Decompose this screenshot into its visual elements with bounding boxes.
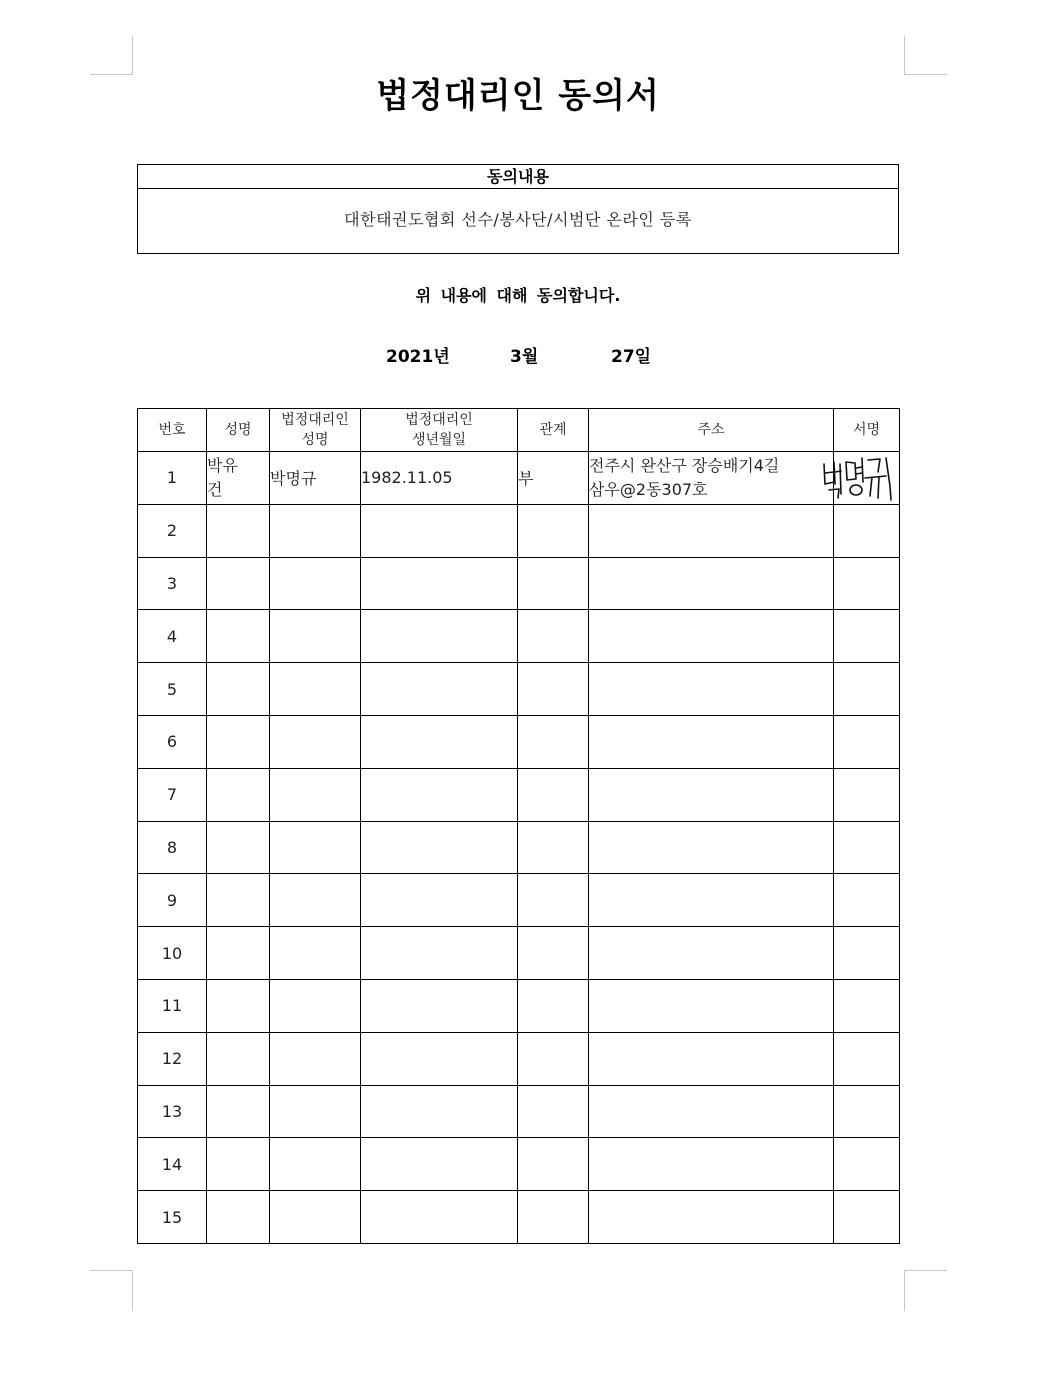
relation: 부 [518, 452, 589, 505]
row-number: 10 [138, 927, 207, 980]
header-signature: 서명 [834, 409, 900, 452]
agreement-statement: 위 내용에 대해 동의합니다. [415, 286, 621, 305]
handwritten-signature [820, 450, 900, 504]
row-number: 4 [138, 610, 207, 663]
date-year: 2021년 [386, 347, 450, 367]
consent-header: 동의내용 [138, 165, 898, 189]
table-row [138, 979, 900, 1032]
document-title: 법정대리인 동의서 [376, 76, 660, 116]
table-row [138, 504, 900, 557]
guardian-birthdate: 1982.11.05 [361, 452, 518, 505]
header-relation: 관계 [518, 409, 589, 452]
table-row [138, 1191, 900, 1244]
table-row [138, 927, 900, 980]
table-row [138, 821, 900, 874]
table-row [138, 1138, 900, 1191]
minor-name: 박유 건 [207, 452, 270, 505]
header-guardian-name: 법정대리인 성명 [270, 409, 361, 452]
row-number: 15 [138, 1191, 207, 1244]
date-day: 27일 [611, 347, 652, 367]
table-row [138, 452, 900, 505]
row-number: 6 [138, 715, 207, 768]
table-row [138, 715, 900, 768]
consent-content-box [137, 164, 899, 254]
signature-cell [834, 452, 900, 505]
row-number: 8 [138, 821, 207, 874]
guardian-consent-table [137, 408, 900, 1244]
row-number: 1 [138, 452, 207, 505]
row-number: 7 [138, 768, 207, 821]
header-no: 번호 [138, 409, 207, 452]
table-row [138, 610, 900, 663]
table-header-row [138, 409, 900, 452]
row-number: 5 [138, 663, 207, 716]
table-row [138, 1085, 900, 1138]
header-guardian-birth: 법정대리인 생년월일 [361, 409, 518, 452]
guardian-name: 박명규 [270, 452, 361, 505]
date-month: 3월 [510, 347, 539, 367]
row-number: 9 [138, 874, 207, 927]
table-row [138, 663, 900, 716]
row-number: 11 [138, 979, 207, 1032]
header-address: 주소 [589, 409, 834, 452]
crop-mark-bottom-right [904, 1270, 947, 1311]
table-row [138, 557, 900, 610]
table-row [138, 874, 900, 927]
row-number: 2 [138, 504, 207, 557]
row-number: 12 [138, 1032, 207, 1085]
crop-mark-bottom-left [90, 1270, 133, 1311]
row-number: 3 [138, 557, 207, 610]
address: 전주시 완산구 장승배기4길 삼우@2동307호 [589, 452, 834, 505]
header-name: 성명 [207, 409, 270, 452]
row-number: 14 [138, 1138, 207, 1191]
table-row [138, 1032, 900, 1085]
consent-content: 대한태권도협회 선수/봉사단/시범단 온라인 등록 [344, 210, 692, 229]
table-row [138, 768, 900, 821]
row-number: 13 [138, 1085, 207, 1138]
